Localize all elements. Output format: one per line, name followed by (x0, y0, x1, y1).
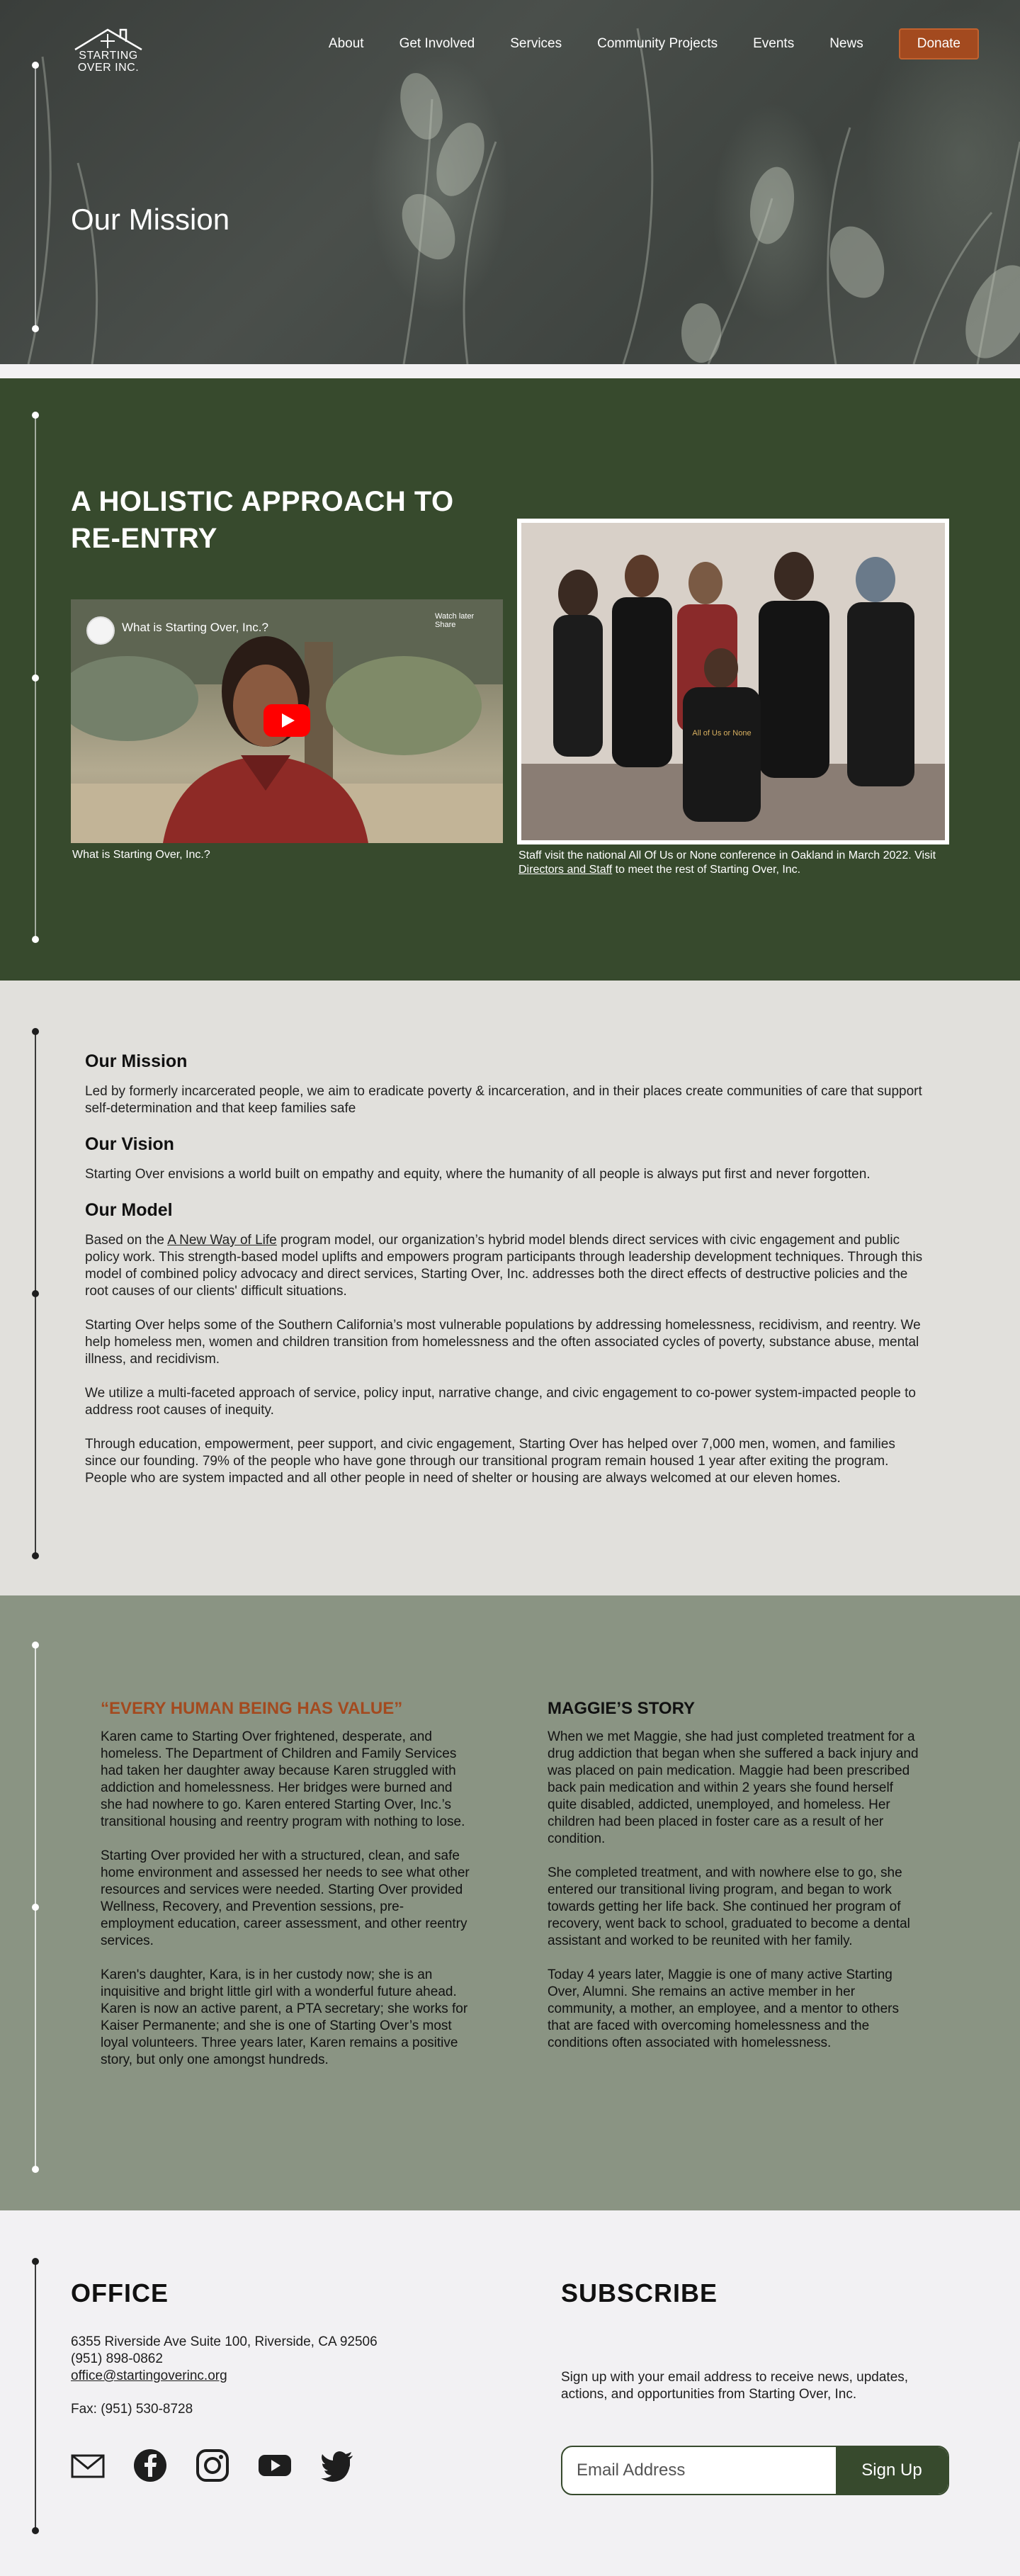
social-links (71, 2448, 382, 2482)
timeline-line (35, 65, 36, 329)
video-actions (435, 612, 477, 629)
timeline-dot (32, 1642, 39, 1649)
photo-caption-text-end: to meet the rest of Starting Over, Inc. (612, 864, 801, 876)
model-paragraph-4: Through education, empowerment, peer support, and civic engagement, Starting Over has helped over 7,000 men, women, and families since our founding. 79% of the people who have gone through our transitional program remain housed 1 year after exiting the program. People who are system impacted and all other people in need of shelter or housing are always welcomed at our eleven homes. (85, 1437, 895, 1486)
mission-content (85, 1051, 928, 1504)
mail-icon[interactable] (71, 2448, 105, 2482)
timeline-dot (32, 2527, 39, 2534)
timeline-dot (32, 325, 39, 332)
karen-story-paragraph-1: Karen came to Starting Over frightened, desperate, and homeless. The Department of Children and Family Services had taken her daughter away because Karen struggled with addiction and homelessness. Her bridges were burned and she had nowhere to go. Karen entered Starting Over, Inc.’s transitional housing and reentry program with nothing to lose. (101, 1729, 465, 1829)
page-title: Our Mission (71, 203, 230, 236)
nav-services[interactable]: Services (510, 36, 562, 51)
office-heading: OFFICE (71, 2278, 169, 2307)
shirt-print-text: All of Us or None (692, 729, 752, 738)
photo-caption-text: Staff visit the national All Of Us or None conference in Oakland in March 2022. Visit (518, 849, 936, 862)
timeline-dot (32, 2258, 39, 2265)
logo-text-line1: STARTING (79, 50, 138, 62)
house-logo-icon (71, 27, 146, 51)
mission-section (0, 981, 1020, 1595)
timeline-dot (32, 62, 39, 69)
new-way-of-life-link[interactable]: A New Way of Life (167, 1233, 277, 1248)
office-email-link[interactable]: office@startingoverinc.org (71, 2368, 227, 2383)
timeline-dot (32, 2166, 39, 2173)
maggie-story-paragraph-3: Today 4 years later, Maggie is one of many active Starting Over, Alumni. She remains an active member in her community, a mother, an employee, and a mentor to others that are faced with overcoming homelessness and the conditions often associated with homelessness. (548, 1967, 900, 2050)
watch-later-label[interactable]: Watch later (435, 612, 475, 621)
vision-heading: Our Vision (85, 1134, 174, 1154)
holistic-section (0, 378, 1020, 981)
timeline-dot (32, 936, 39, 943)
channel-avatar[interactable] (86, 616, 115, 645)
maggie-story-heading: MAGGIE’S STORY (548, 1699, 696, 1718)
video-title[interactable]: What is Starting Over, Inc.? (122, 621, 268, 634)
karen-story-heading: “EVERY HUMAN BEING HAS VALUE” (101, 1699, 403, 1718)
model-p1-after: program model, our organization’s hybrid model blends direct services with civic engagement and public policy work. This strength-based model uplifts and empowers program participants through leadership development techniques. Through this model of combined policy advocacy and direct services, Starting Over, Inc. addresses both the direct effects of destructive policies and the root causes of our clients' difficult situations. (85, 1233, 923, 1299)
youtube-icon[interactable] (258, 2448, 292, 2482)
video-player[interactable] (71, 599, 503, 843)
staff-photo (517, 519, 949, 844)
mission-text: Led by formerly incarcerated people, we aim to eradicate poverty & incarceration, and in their places create communities of care that support self-determination and that keep families safe (85, 1084, 922, 1116)
site-logo[interactable] (71, 27, 146, 78)
staff-group-image (521, 523, 945, 840)
subscribe-form (561, 2446, 949, 2495)
section-heading (71, 483, 524, 557)
maggie-story-paragraph-2: She completed treatment, and with nowhere else to go, she entered our transitional living program, and began to work towards getting her life back. She continued her program of recovery, went back to school, graduated to become a dental assistant and worked to be reunited with her family. (548, 1865, 910, 1948)
karen-story-paragraph-3: Karen's daughter, Kara, is in her custody now; she is an inquisitive and bright little girl with a wonderful future ahead. Karen is now an active parent, a PTA secretary; she works for Kaiser Permanente; and she is one of Starting Over’s most loyal volunteers. Three years later, Karen remains a positive story, but only one amongst hundreds. (101, 1967, 468, 2067)
subscribe-heading: SUBSCRIBE (561, 2278, 718, 2307)
logo-text-line2: OVER INC. (77, 62, 140, 74)
karen-story-paragraph-2: Starting Over provided her with a structured, clean, and safe home environment and assessed her needs to see what other resources and services were needed. Starting Over provided Wellness, Recovery, and Prevention sessions, pre-employment education, career assessment, and other reentry services. (101, 1848, 470, 1948)
office-address: 6355 Riverside Ave Suite 100, Riverside, CA 92506 (71, 2334, 378, 2349)
model-paragraph-3: We utilize a multi-faceted approach of service, policy input, narrative change, and civic engagement to co-power system-impacted people to address root causes of inequity. (85, 1386, 916, 1418)
nav-get-involved[interactable]: Get Involved (399, 36, 475, 51)
timeline-dot (32, 1028, 39, 1035)
directors-staff-link[interactable]: Directors and Staff (518, 864, 613, 876)
timeline-dot (32, 1552, 39, 1559)
timeline-dot (32, 674, 39, 682)
instagram-icon[interactable] (196, 2448, 230, 2482)
heading-line1: A HOLISTIC APPROACH TO (71, 486, 454, 517)
twitter-icon[interactable] (320, 2448, 354, 2482)
facebook-icon[interactable] (133, 2448, 167, 2482)
mission-heading: Our Mission (85, 1051, 188, 1071)
hero-banner (0, 0, 1020, 364)
timeline-dot (32, 412, 39, 419)
karen-story (101, 1699, 472, 2086)
email-input[interactable] (562, 2447, 837, 2494)
heading-line2: RE-ENTRY (71, 523, 217, 554)
office-fax: Fax: (951) 530-8728 (71, 2402, 193, 2417)
model-paragraph-2: Starting Over helps some of the Southern California’s most vulnerable populations by addressing homelessness, recidivism, and reentry. We help homeless men, women and children transition from homelessness and the often associated cycles of poverty, substance abuse, mental illness, and recidivism. (85, 1318, 921, 1367)
model-paragraph-1 (85, 1232, 928, 1300)
maggie-story (548, 1699, 919, 2069)
donate-button[interactable]: Donate (899, 28, 979, 60)
footer (0, 2210, 1020, 2576)
model-heading: Our Model (85, 1200, 173, 1220)
nav-news[interactable]: News (829, 36, 863, 51)
main-nav (329, 28, 979, 60)
timeline-dot (32, 1290, 39, 1297)
office-phone[interactable]: (951) 898-0862 (71, 2351, 163, 2366)
office-contact (71, 2334, 378, 2385)
model-p1-before: Based on the (85, 1233, 168, 1248)
video-caption: What is Starting Over, Inc.? (72, 849, 210, 861)
nav-events[interactable]: Events (753, 36, 795, 51)
subscribe-description: Sign up with your email address to receive news, updates, actions, and opportunities from Starting Over, Inc. (561, 2370, 909, 2402)
youtube-play-icon[interactable] (264, 704, 310, 737)
stories-section (0, 1595, 1020, 2210)
maggie-story-paragraph-1: When we met Maggie, she had just completed treatment for a drug addiction that began when she suffered a back injury and was placed on pain medication. Maggie had been prescribed back pain medication and within 2 years she found herself quite disabled, addicted, unemployed, and homeless. Her children had been placed in foster care as a result of her condition. (548, 1729, 919, 1846)
vision-text: Starting Over envisions a world built on empathy and equity, where the humanity of all people is always put first and never forgotten. (85, 1167, 871, 1182)
nav-about[interactable]: About (328, 36, 364, 51)
photo-caption (518, 849, 944, 877)
sign-up-button[interactable]: Sign Up (836, 2447, 948, 2494)
nav-community-projects[interactable]: Community Projects (597, 36, 718, 51)
timeline-line (35, 2261, 36, 2531)
share-label[interactable]: Share (435, 621, 456, 629)
timeline-dot (32, 1904, 39, 1911)
